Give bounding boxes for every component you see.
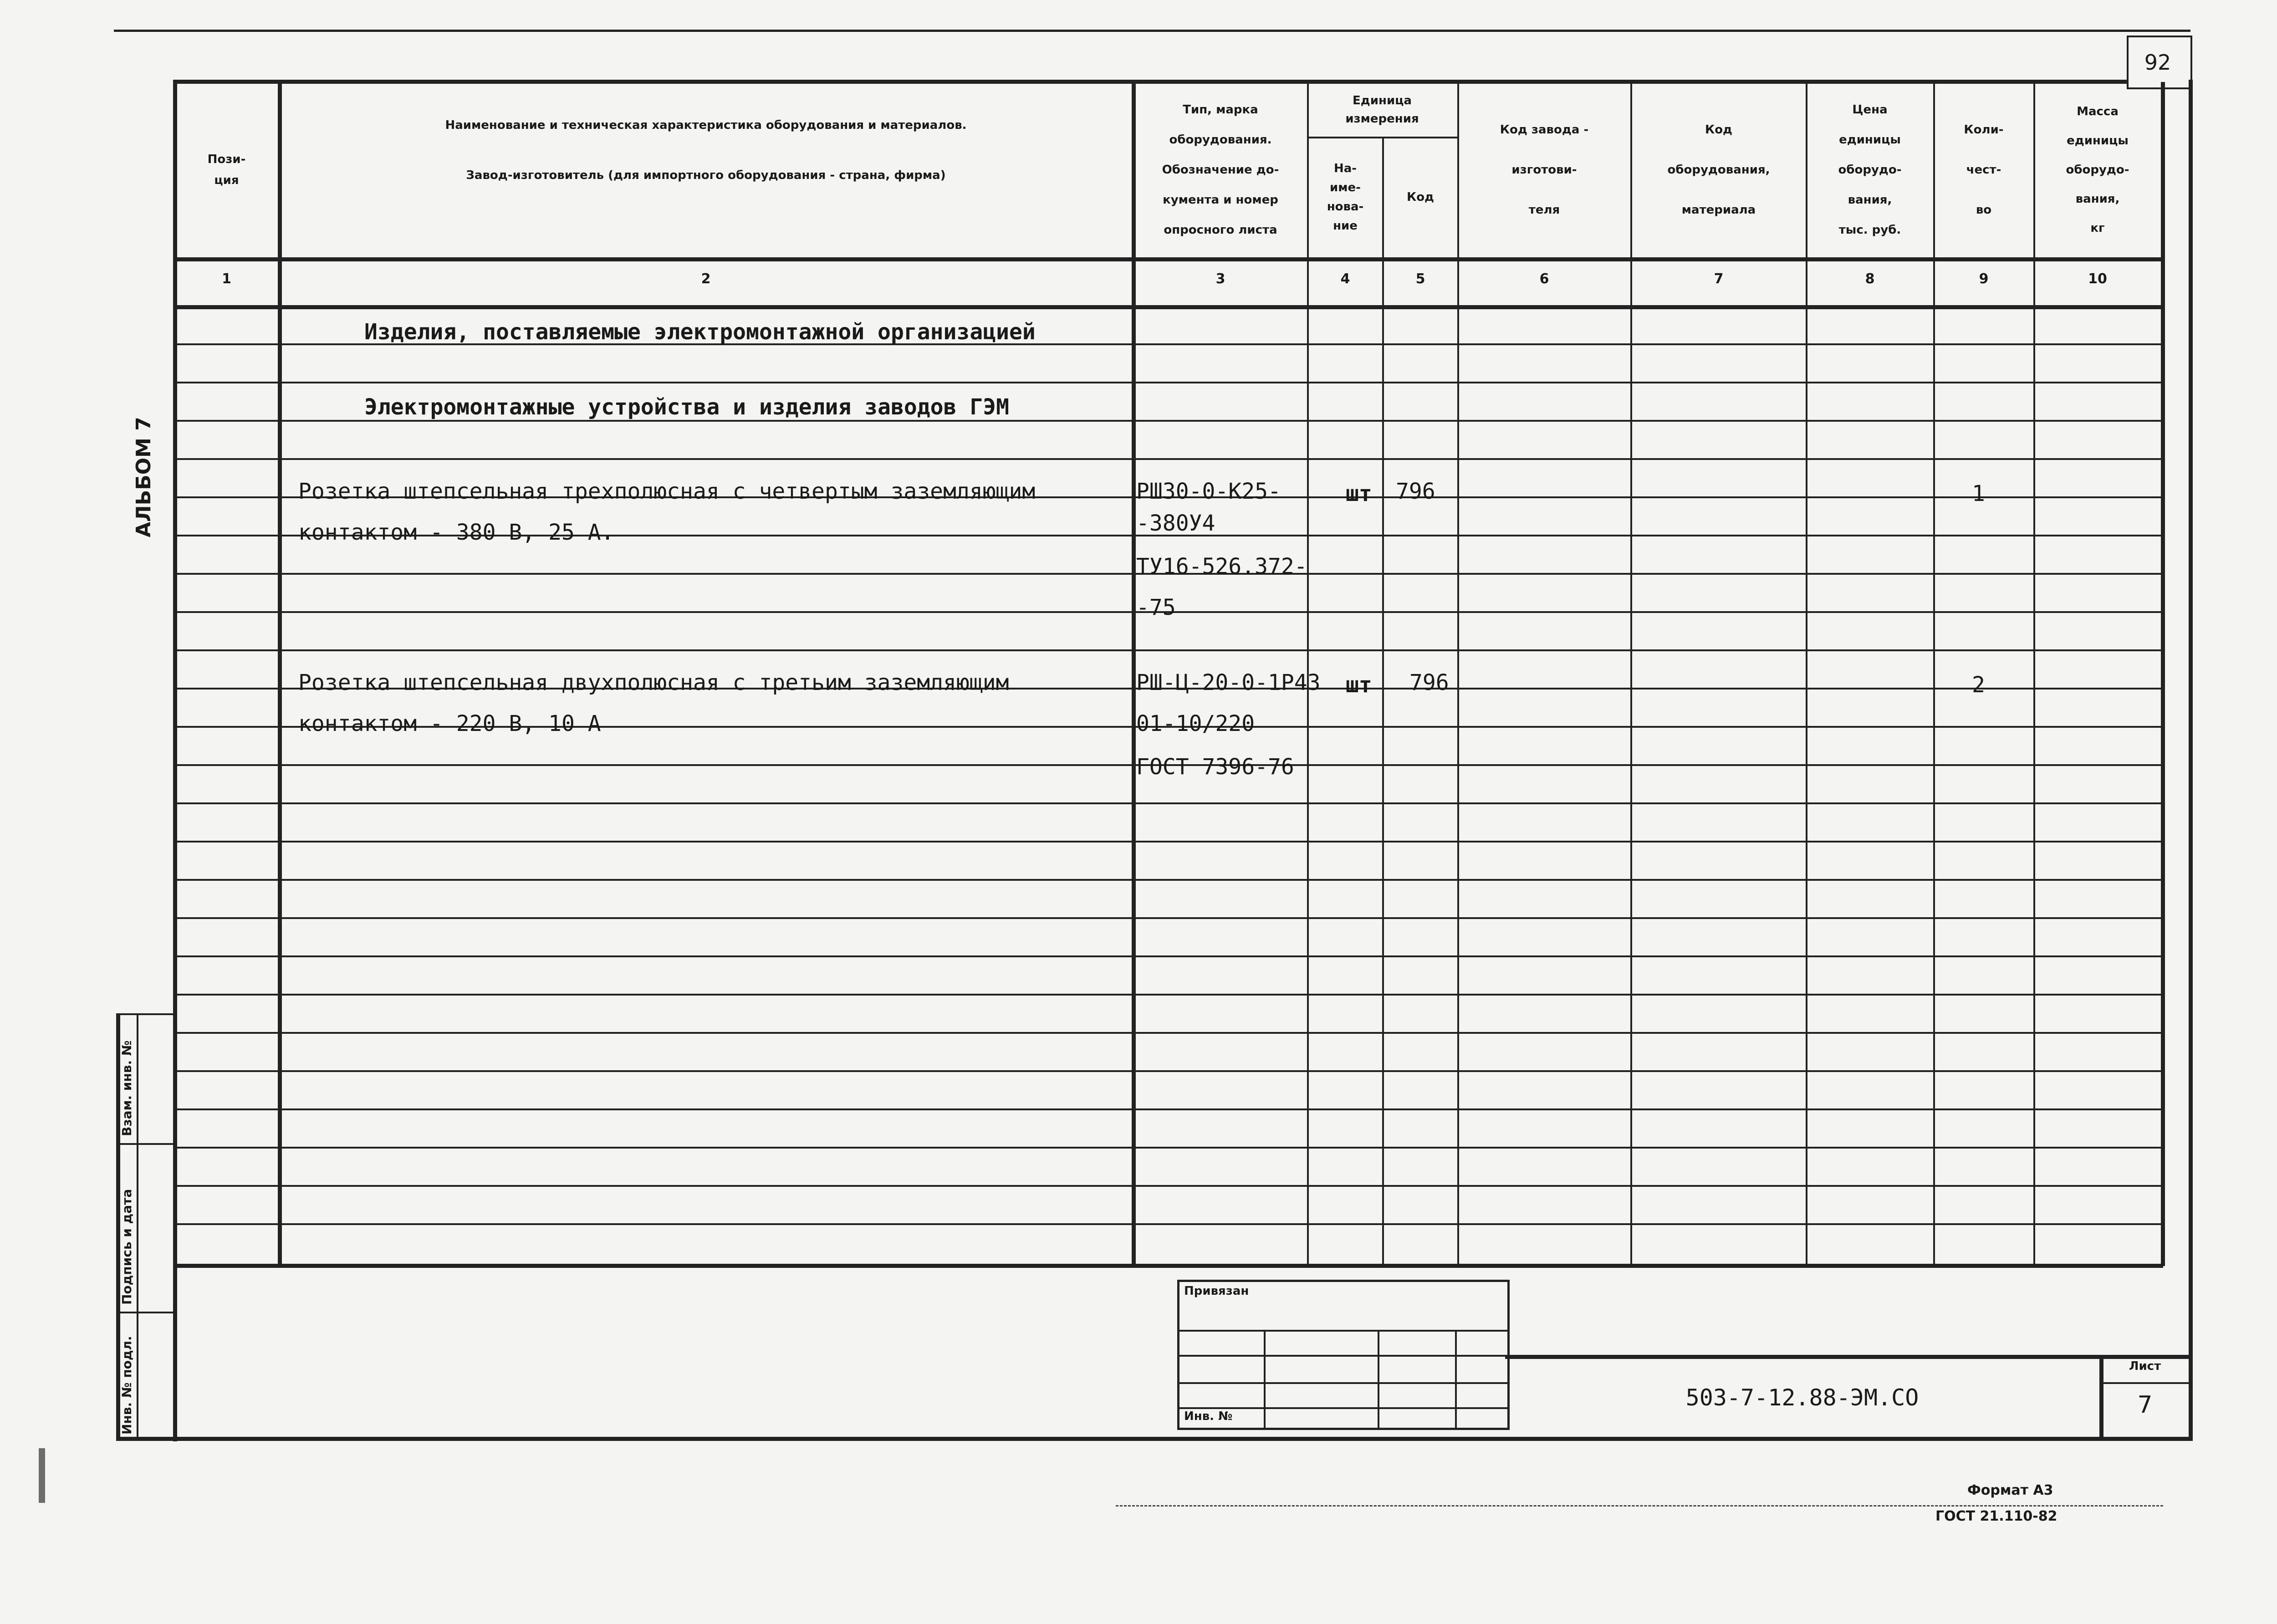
- section-heading-2: Электромонтажные устройства и изделия заводов ГЭМ: [364, 394, 1010, 420]
- colnum-8: 8: [1865, 271, 1875, 287]
- section-heading-1: Изделия, поставляемые электромонтажной организацией: [364, 319, 1036, 345]
- gost-label: ГОСТ 21.110-82: [1935, 1508, 2057, 1524]
- table-row-line: [173, 649, 2163, 651]
- approval-line-1: [1177, 1330, 1507, 1332]
- approval-line-2: [1177, 1355, 1507, 1357]
- frame-right: [2189, 80, 2193, 1439]
- item-1-name-line-2: контактом - 380 В, 25 А.: [298, 520, 614, 545]
- stamp-replace-inv: Взам. инв. №: [119, 1040, 134, 1136]
- colnum-6: 6: [1539, 271, 1549, 287]
- colnum-4: 4: [1340, 271, 1350, 287]
- item-2-type-2: 01-10/220: [1136, 711, 1255, 736]
- table-row-line: [173, 955, 2163, 957]
- stamp-sep-2: [116, 1312, 175, 1313]
- item-1-unit-code: 796: [1396, 479, 1435, 504]
- item-2-unit: шт: [1346, 672, 1372, 698]
- item-2-type-3: ГОСТ 7396-76: [1136, 754, 1294, 780]
- header-unit-code: Код: [1406, 190, 1435, 204]
- table-bottom: [173, 1264, 2163, 1268]
- colnum-9: 9: [1979, 271, 1989, 287]
- item-2-unit-code: 796: [1409, 670, 1449, 695]
- item-1-type-1: РШ30-0-К25-: [1136, 479, 1281, 504]
- item-1-type-2: -380У4: [1136, 511, 1215, 536]
- approval-col-3: [1455, 1330, 1457, 1428]
- sheet-label: Лист: [2129, 1359, 2161, 1373]
- scan-mark-left: [39, 1448, 45, 1503]
- item-1-type-4: -75: [1136, 595, 1176, 620]
- table-row-line: [173, 841, 2163, 843]
- top-border-line: [114, 30, 2190, 32]
- header-unit-group: Единица измерения: [1345, 94, 1419, 126]
- frame-bottom: [116, 1437, 2193, 1441]
- header-equipment-code: Код оборудования, материала: [1667, 123, 1770, 217]
- item-2-quantity: 2: [1972, 672, 1985, 698]
- album-label: АЛЬБОМ 7: [132, 417, 155, 537]
- table-row-line: [173, 382, 2163, 383]
- approval-col-2: [1378, 1330, 1379, 1428]
- table-row-line: [173, 994, 2163, 996]
- table-row-line: [173, 420, 2163, 422]
- table-row-line: [173, 1223, 2163, 1225]
- colnum-3: 3: [1215, 271, 1225, 287]
- header-mass: Масса единицы оборудо- вания, кг: [2066, 104, 2129, 235]
- sheet-label-divider: [2099, 1382, 2193, 1384]
- unit-group-divider: [1307, 137, 1457, 138]
- table-row-line: [173, 1070, 2163, 1072]
- header-quantity: Коли- чест- во: [1964, 123, 2004, 217]
- header-position: Пози- ция: [207, 152, 246, 187]
- item-1-type-3: ТУ16-526.372-: [1136, 554, 1307, 579]
- page-number: 92: [2144, 50, 2171, 75]
- title-block-top: [1505, 1355, 2193, 1359]
- format-underline: [1116, 1505, 2163, 1507]
- colnum-5: 5: [1415, 271, 1425, 287]
- colnum-bottom: [173, 305, 2163, 309]
- header-price: Цена единицы оборудо- вания, тыс. руб.: [1838, 102, 1902, 237]
- table-row-line: [173, 1185, 2163, 1187]
- approval-line-4: [1177, 1407, 1507, 1409]
- sheet-number: 7: [2137, 1391, 2153, 1419]
- item-2-name-line-1: Розетка штепсельная двухполюсная с третьим заземляющим: [298, 670, 1009, 695]
- frame-top: [173, 80, 2127, 84]
- colnum-10: 10: [2088, 271, 2107, 287]
- stamp-sep-1: [116, 1143, 175, 1145]
- item-2-type-1: РШ-Ц-20-0-1Р43: [1136, 670, 1321, 695]
- table-row-line: [173, 458, 2163, 460]
- table-row-line: [173, 879, 2163, 881]
- table-row-line: [173, 802, 2163, 804]
- colnum-2: 2: [701, 271, 711, 287]
- header-type: Тип, марка оборудования. Обозначение до- кумента и номер опросного листа: [1162, 102, 1279, 237]
- table-row-line: [173, 1032, 2163, 1034]
- document-code: 503-7-12.88-ЭМ.СО: [1685, 1384, 1919, 1411]
- item-1-name-line-1: Розетка штепсельная трехполюсная с четвертым заземляющим: [298, 479, 1036, 504]
- stamp-inv-no: Инв. № подл.: [119, 1336, 134, 1435]
- format-label: Формат А3: [1967, 1482, 2053, 1498]
- header-unit-name: На- име- нова- ние: [1327, 161, 1364, 233]
- frame-left: [173, 80, 177, 1441]
- colnum-7: 7: [1714, 271, 1724, 287]
- approval-line-3: [1177, 1382, 1507, 1384]
- item-1-quantity: 1: [1972, 481, 1985, 506]
- header-name: Наименование и техническая характеристика оборудования и материалов. Завод-изготовитель (для импортного оборудования - страна, фирма): [445, 118, 967, 182]
- approval-linked-label: Привязан: [1184, 1284, 1249, 1298]
- stamp-inner-border: [137, 1013, 138, 1439]
- approval-col-1: [1264, 1330, 1266, 1428]
- table-row-line: [173, 917, 2163, 919]
- stamp-sign-date: Подпись и дата: [119, 1189, 134, 1305]
- header-bottom: [173, 257, 2163, 261]
- stamp-top: [116, 1013, 175, 1015]
- table-row-line: [173, 1147, 2163, 1149]
- approval-inv-label: Инв. №: [1184, 1410, 1233, 1423]
- colnum-1: 1: [222, 271, 231, 287]
- header-factory-code: Код завода - изготови- теля: [1500, 123, 1589, 217]
- item-2-name-line-2: контактом - 220 В, 10 А: [298, 711, 601, 736]
- item-1-unit: шт: [1346, 481, 1372, 506]
- table-row-line: [173, 1108, 2163, 1110]
